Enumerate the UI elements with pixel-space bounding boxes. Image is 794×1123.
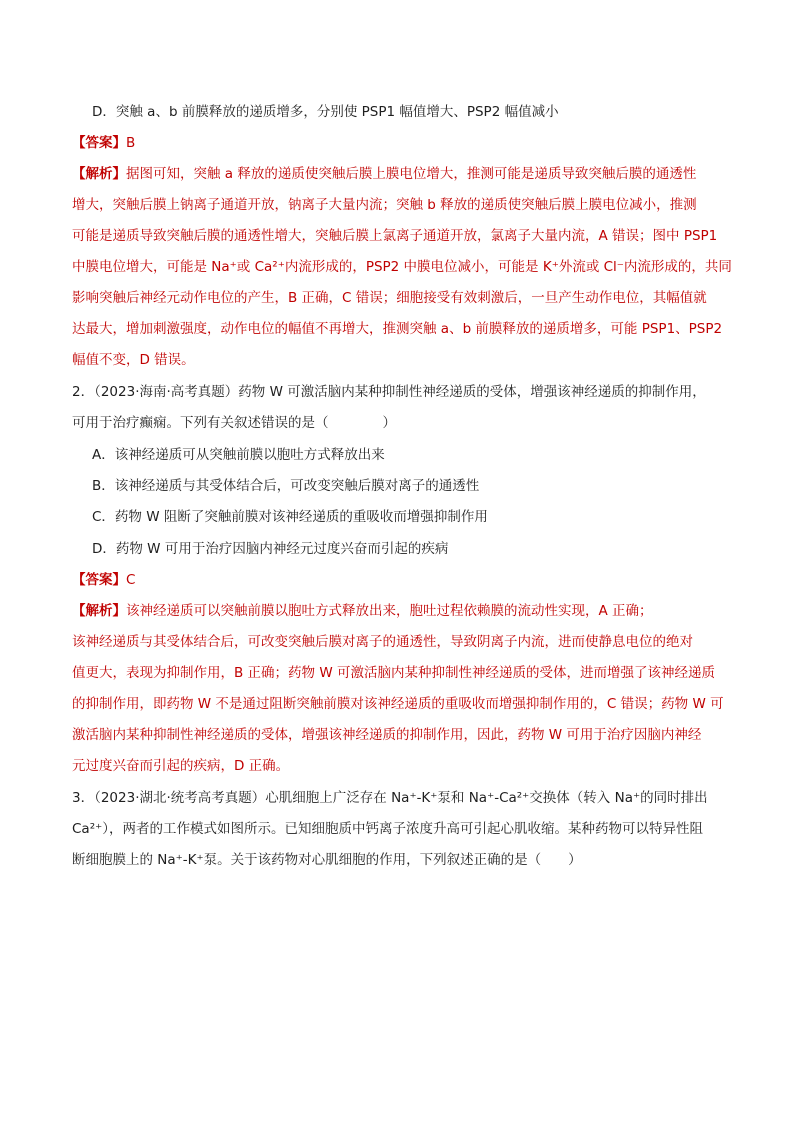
answer-value: B xyxy=(126,135,136,151)
analysis-tag: 【解析】 xyxy=(72,603,126,619)
q2-stem-line-1: 可用于治疗癫痫。下列有关叙述错误的是（ ） xyxy=(72,415,396,431)
q2-option-c: C．药物 W 阻断了突触前膜对该神经递质的重吸收而增强抑制作用 xyxy=(92,509,488,525)
analysis-text: 该神经递质可以突触前膜以胞吐方式释放出来，胞吐过程依赖膜的流动性实现，A 正确； xyxy=(126,603,653,619)
q1-analysis-line-1: 增大，突触后膜上钠离子通道开放，钠离子大量内流；突触 b 释放的递质使突触后膜上膜电位减小，推测 xyxy=(72,197,697,213)
q2-answer xyxy=(72,570,135,590)
q3-stem-line-0: 3．（2023·湖北·统考高考真题）心肌细胞上广泛存在 Na⁺-K⁺泵和 Na⁺-Ca²⁺交换体（转入 Na⁺的同时排出 xyxy=(72,790,708,806)
analysis-text: 据图可知，突触 a 释放的递质使突触后膜上膜电位增大，推测可能是递质导致突触后膜的通透性 xyxy=(126,166,697,182)
q2-analysis-line-4: 激活脑内某种抑制性神经递质的受体，增强该神经递质的抑制作用，因此，药物 W 可用于治疗因脑内神经 xyxy=(72,727,702,743)
q2-analysis-line-0 xyxy=(72,601,653,621)
q1-analysis-line-4: 影响突触后神经元动作电位的产生，B 正确，C 错误；细胞接受有效刺激后，一旦产生动作电位，其幅值就 xyxy=(72,290,707,306)
q2-analysis-line-1: 该神经递质与其受体结合后，可改变突触后膜对离子的通透性，导致阴离子内流，进而使静息电位的绝对 xyxy=(72,634,693,650)
answer-tag: 【答案】 xyxy=(72,572,126,588)
q1-answer xyxy=(72,133,135,153)
q2-analysis-line-5: 元过度兴奋而引起的疾病，D 正确。 xyxy=(72,758,290,774)
q2-analysis-line-3: 的抑制作用，即药物 W 不是通过阻断突触前膜对该神经递质的重吸收而增强抑制作用的，C 错误；药物 W 可 xyxy=(72,696,724,712)
q2-option-d: D．药物 W 可用于治疗因脑内神经元过度兴奋而引起的疾病 xyxy=(92,541,449,557)
q1-option-d: D．突触 a、b 前膜释放的递质增多，分别使 PSP1 幅值增大、PSP2 幅值减小 xyxy=(92,104,559,120)
answer-tag: 【答案】 xyxy=(72,135,126,151)
q1-analysis-line-3: 中膜电位增大，可能是 Na⁺或 Ca²⁺内流形成的，PSP2 中膜电位减小，可能是 K⁺外流或 Cl⁻内流形成的，共同 xyxy=(72,259,732,275)
q3-stem-line-2: 断细胞膜上的 Na⁺-K⁺泵。关于该药物对心肌细胞的作用，下列叙述正确的是（ ） xyxy=(72,852,582,868)
q1-analysis-line-6: 幅值不变，D 错误。 xyxy=(72,352,195,368)
q2-option-b: B．该神经递质与其受体结合后，可改变突触后膜对离子的通透性 xyxy=(92,478,480,494)
q1-analysis-line-2: 可能是递质导致突触后膜的通透性增大，突触后膜上氯离子通道开放，氯离子大量内流，A 错误；图中 PSP1 xyxy=(72,228,718,244)
q1-analysis-line-5: 达最大，增加刺激强度，动作电位的幅值不再增大，推测突触 a、b 前膜释放的递质增多，可能 PSP1、PSP2 xyxy=(72,321,723,337)
q2-stem-line-0: 2．（2023·海南·高考真题）药物 W 可激活脑内某种抑制性神经递质的受体，增强该神经递质的抑制作用， xyxy=(72,384,706,400)
q2-option-a: A．该神经递质可从突触前膜以胞吐方式释放出来 xyxy=(92,447,385,463)
q3-stem-line-1: Ca²⁺），两者的工作模式如图所示。已知细胞质中钙离子浓度升高可引起心肌收缩。某种药物可以特异性阻 xyxy=(72,821,703,837)
q1-analysis-line-0 xyxy=(72,164,696,184)
q2-analysis-line-2: 值更大，表现为抑制作用，B 正确；药物 W 可激活脑内某种抑制性神经递质的受体，进而增强了该神经递质 xyxy=(72,665,715,681)
analysis-tag: 【解析】 xyxy=(72,166,126,182)
answer-value: C xyxy=(126,572,136,588)
